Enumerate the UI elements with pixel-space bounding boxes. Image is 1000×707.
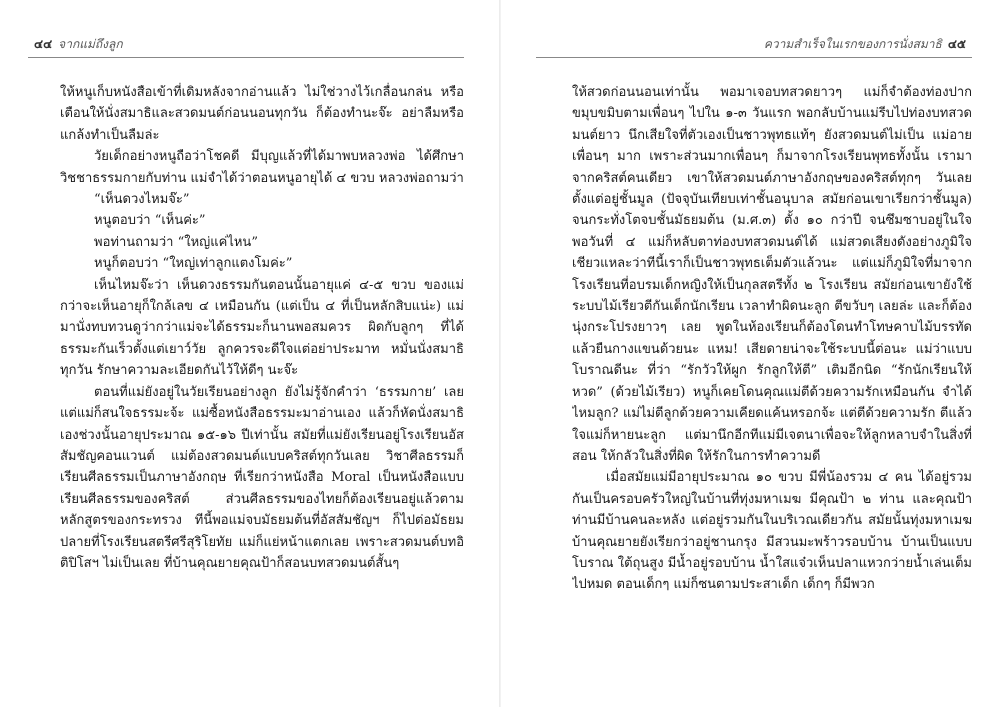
paragraph: “เห็นดวงไหมจ๊ะ” bbox=[94, 192, 190, 208]
left-page-body bbox=[60, 82, 464, 687]
paragraph: หนูตอบว่า “เห็นค่ะ” bbox=[94, 213, 206, 229]
left-running-head: จากแม่ถึงลูก bbox=[58, 37, 123, 51]
paragraph: ตอนที่แม่ยังอยู่ในวัยเรียนอย่างลูก ยังไม่รู้จักคำว่า ‘ธรรมกาย’ เลย แต่แม่ก็สนใจธรรมะจ้ะ แม่ซื้อหนังสือธรรมะมาอ่านเอง แล้วก็หัดนั่งสมาธิเองช่วงนั้นอายุประมาณ ๑๕-๑๖ ปีเท่านั้น สมัยที่แม่ยังเรียนอยู่โรงเรียนอัสสัมชัญคอนแวนต์ แม่ต้องสวดมนต์แบบคริสต์ทุกวันเลย วิชาศีลธรรมก็เรียนศีลธรรมเป็นภาษาอังกฤษ ที่เรียกว่าหนังสือ Moral เป็นหนังสือแบบเรียนศีลธรรมของคริสต์ ส่วนศีลธรรมของไทยก็ต้องเรียนอยู่แล้วตามหลักสูตรของกระทรวง ทีนี้พอแม่จบมัธยมต้นที่อัสสัมชัญฯ ก็ไปต่อมัธยมปลายที่โรงเรียนสตรีศรีสุริโยทัย แม่ก็แย่หน้าแตกเลย เพราะสวดมนต์บทอิติปิโสฯ ไม่เป็นเลย ที่บ้านคุณยายคุณป้าก็สอนบทสวดมนต์สั้นๆ bbox=[60, 384, 464, 571]
paragraph: เห็นไหมจ๊ะว่า เห็นดวงธรรมกันตอนนั้นอายุแค่ ๔-๕ ขวบ ของแม่กว่าจะเห็นอายุก็ใกล้เลข ๔ เหมือนกัน (แต่เป็น ๔ ที่เป็นหลักสิบแน่ะ) แม่มานั่งทบทวนดูว่ากว่าแม่จะได้ธรรมะก็นานพอสมควร ผิดกับลูกๆ ที่ได้ธรรมะกันเร็วตั้งแต่เยาว์วัย ลูกควรจะดีใจแต่อย่าประมาท หมั่นนั่งสมาธิทุกวัน รักษาความละเอียดกันไว้ให้ดีๆ นะจ๊ะ bbox=[60, 277, 464, 379]
right-page-body bbox=[572, 82, 972, 687]
left-page-number: ๔๔ bbox=[34, 37, 53, 51]
left-running-header bbox=[28, 34, 464, 58]
paragraph: ให้สวดก่อนนอนเท่านั้น พอมาเจอบทสวดยาวๆ แม่ก็จำต้องท่องปากขมุบขมิบตามเพื่อนๆ ไปใน ๑-๓ วันแรก พอกลับบ้านแม่รีบไปท่องบทสวดมนต์ยาว นึกเสียใจที่ตัวเองเป็นชาวพุทธแท้ๆ ยังสวดมนต์ไม่เป็น แม่อายเพื่อนๆ มาก เพราะส่วนมากเพื่อนๆ ก็มาจากโรงเรียนพุทธทั้งนั้น เรามาจากคริสต์คนเดียว เขาให้สวดมนต์ภาษาอังกฤษของคริสต์ทุกๆ วันเลยตั้งแต่อยู่ชั้นมูล (ปัจจุบันเทียบเท่าชั้นอนุบาล สมัยก่อนเขาเรียกว่าชั้นมูล) จนกระทั่งโตจบชั้นมัธยมต้น (ม.ศ.๓) ตั้ง ๑๐ กว่าปี จนซึมซาบอยู่ในใจ พอวันที่ ๔ แม่ก็หลับตาท่องบทสวดมนต์ได้ แม่สวดเสียงดังอย่างภูมิใจเชียวแหละว่าทีนี้เราก็เป็นชาวพุทธเต็มตัวแล้วนะ แต่แม่ก็ภูมิใจที่มาจากโรงเรียนที่อบรมเด็กหญิงให้เป็นกุลสตรีทั้ง ๒ โรงเรียน สมัยก่อนเขายังใช้ระบบไม้เรียวตีกันเด็กนักเรียน เวลาทำผิดนะลูก ตีขวับๆ เลยล่ะ และก็ต้องนุ่งกระโปรงยาวๆ เลย พูดในห้องเรียนก็ต้องโดนทำโทษคาบไม้บรรทัด แล้วยืนกางแขนด้วยนะ แหม! เสียดายน่าจะใช้ระบบนี้ต่อนะ แม่ว่าแบบโบราณดีนะ ที่ว่า “รักวัวให้ผูก รักลูกให้ตี” เติมอีกนิด “รักนักเรียนให้หวด” (ด้วยไม้เรียว) หนูก็เคยโดนคุณแม่ตีด้วยความรักเหมือนกัน จำได้ไหมลูก? แม่ไม่ตีลูกด้วยความเคียดแค้นหรอกจ้ะ แต่ตีด้วยความรัก ตีแล้วใจแม่ก็หายนะลูก แต่มานึกอีกทีแม่มีเจตนาเพื่อจะให้ลูกหลาบจำในสิ่งที่สอน ให้กลัวในสิ่งที่ผิด ให้รักในการทำความดี bbox=[572, 85, 972, 464]
paragraph: พอท่านถามว่า “ใหญ่แค่ไหน” bbox=[94, 234, 258, 250]
paragraph: วัยเด็กอย่างหนูถือว่าโชคดี มีบุญแล้วที่ได้มาพบหลวงพ่อ ได้ศึกษาวิชชาธรรมกายกับท่าน แม่จำได้ว่าตอนหนูอายุได้ ๔ ขวบ หลวงพ่อถามว่า bbox=[60, 149, 464, 186]
paragraph: เมื่อสมัยแม่มีอายุประมาณ ๑๐ ขวบ มีพี่น้องรวม ๔ คน ได้อยู่รวมกันเป็นครอบครัวใหญ่ในบ้านที่ทุ่งมหาเมฆ มีคุณป้า ๒ ท่าน และคุณป้าท่านมีบ้านคนละหลัง แต่อยู่รวมกันในบริเวณเดียวกัน สมัยนั้นทุ่งมหาเมฆบ้านคุณยายยังเรียกว่าอยู่ชานกรุง มีสวนมะพร้าวรอบบ้าน บ้านเป็นแบบโบราณ ใต้ถุนสูง มีน้ำอยู่รอบบ้าน น้ำใสแจ๋วเห็นปลาแหวกว่ายน้ำเล่นเต็มไปหมด ตอนเด็กๆ แม่ก็ซนตามประสาเด็ก เด็กๆ ก็มีพวก bbox=[572, 470, 972, 593]
right-page-number: ๔๕ bbox=[947, 37, 966, 51]
paragraph: หนูก็ตอบว่า “ใหญ่เท่าลูกแตงโมค่ะ” bbox=[94, 256, 293, 272]
right-page bbox=[500, 0, 1000, 707]
right-running-head: ความสำเร็จในเรกของการนั่งสมาธิ bbox=[763, 37, 942, 51]
paragraph: ให้หนูเก็บหนังสือเข้าที่เดิมหลังจากอ่านแล้ว ไม่ใช่วางไว้เกลื่อนกล่น หรือเตือนให้นั่งสมาธิและสวดมนต์ก่อนนอนทุกวัน ก็ต้องทำนะจ๊ะ อย่าลืมหรือแกล้งทำเป็นลืมล่ะ bbox=[60, 85, 464, 143]
right-running-header bbox=[536, 34, 972, 58]
